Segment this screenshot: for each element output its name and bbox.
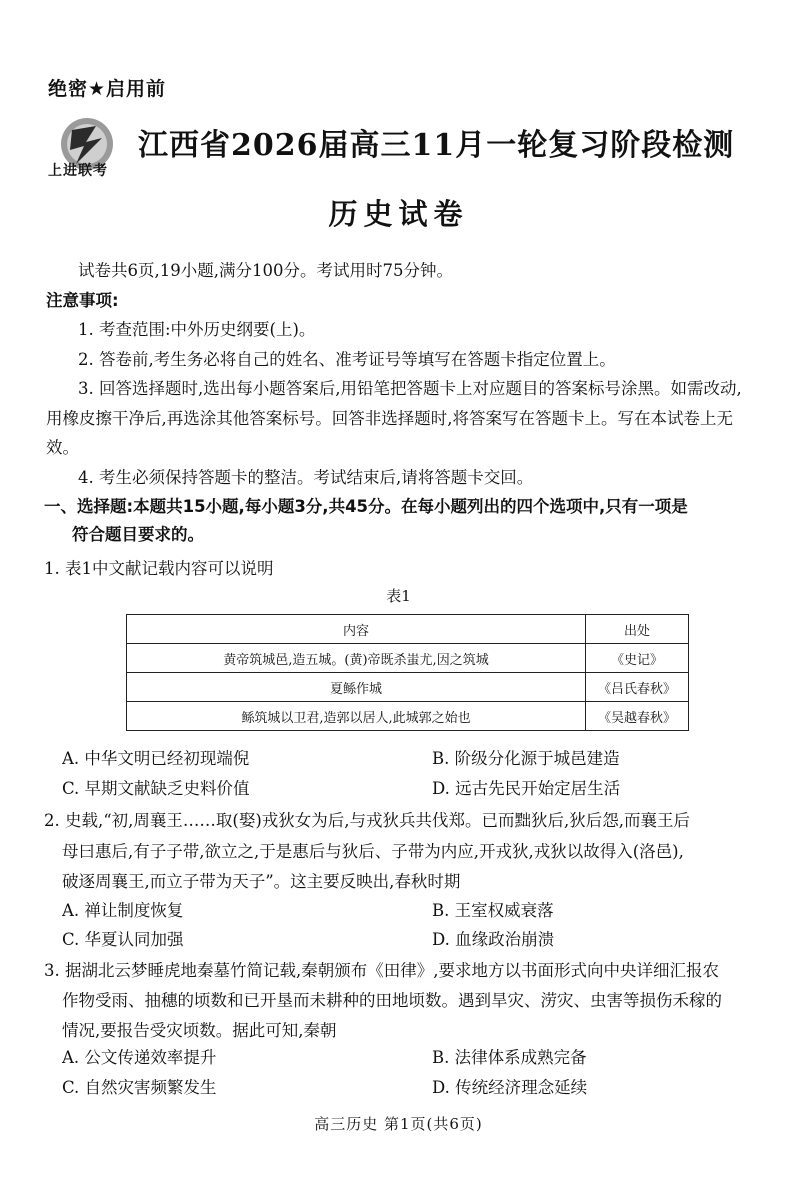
- table-cell: 《吕氏春秋》: [586, 673, 689, 702]
- table-cell: 夏鲧作城: [127, 673, 586, 702]
- table-cell: 《史记》: [586, 644, 689, 673]
- section-heading-line: 一、选择题:本题共15小题,每小题3分,共45分。在每小题列出的四个选项中,只有一项是: [44, 497, 688, 516]
- table-cell: 鲧筑城以卫君,造郭以居人,此城郭之始也: [127, 702, 586, 731]
- q2-option-b: B. 王室权威衰落: [432, 901, 554, 920]
- notice-item: 1. 考查范围:中外历史纲要(上)。: [78, 320, 316, 339]
- table-header-cell: 内容: [127, 615, 586, 644]
- subject-title: 历史试卷: [328, 197, 469, 231]
- q3-option-c: C. 自然灾害频繁发生: [62, 1078, 217, 1097]
- q1-option-b: B. 阶级分化源于城邑建造: [432, 749, 620, 768]
- table-row: [127, 702, 689, 731]
- question-2-stem-line: 母曰惠后,有子子带,欲立之,于是惠后与狄后、子带为内应,开戎狄,戎狄以故得入(洛邑),: [62, 842, 684, 861]
- intro-line: 试卷共6页,19小题,满分100分。考试用时75分钟。: [78, 261, 453, 280]
- table-row: [127, 673, 689, 702]
- question-2-stem-line: 2. 史载,“初,周襄王……取(娶)戎狄女为后,与戎狄兵共伐郑。已而黜狄后,狄后怨,而襄王后: [44, 811, 691, 830]
- question-3-stem-line: 情况,要报告受灾顷数。据此可知,秦朝: [62, 1021, 337, 1040]
- question-3-stem-line: 作物受雨、抽穗的顷数和已开垦而未耕种的田地顷数。遇到旱灾、涝灾、虫害等损伤禾稼的: [62, 991, 722, 1010]
- question-2-stem-line: 破逐周襄王,而立子带为天子”。这主要反映出,春秋时期: [62, 872, 461, 891]
- table-cell: 《吴越春秋》: [586, 702, 689, 731]
- q1-option-c: C. 早期文献缺乏史料价值: [62, 779, 250, 798]
- q2-option-d: D. 血缘政治崩溃: [432, 930, 555, 949]
- q3-option-b: B. 法律体系成熟完备: [432, 1048, 587, 1067]
- confidential-label: 绝密★启用前: [48, 78, 167, 100]
- notice-item: 3. 回答选择题时,选出每小题答案后,用铅笔把答题卡上对应题目的答案标号涂黑。如需改动,用橡皮擦干净后,再选涂其他答案标号。回答非选择题时,将答案写在答题卡上。写在本试卷上无效。: [46, 379, 742, 457]
- logo-text: 上进联考: [48, 163, 108, 179]
- q3-option-a: A. 公文传递效率提升: [62, 1048, 217, 1067]
- table-header-cell: 出处: [586, 615, 689, 644]
- notice-item: 4. 考生必须保持答题卡的整洁。考试结束后,请将答题卡交回。: [78, 467, 534, 487]
- instructions: [46, 256, 758, 492]
- q1-option-a: A. 中华文明已经初现端倪: [62, 749, 250, 768]
- source-table: [126, 614, 689, 731]
- q3-option-d: D. 传统经济理念延续: [432, 1078, 588, 1097]
- section-heading: [44, 493, 759, 549]
- notice-heading: 注意事项:: [46, 290, 119, 310]
- q1-option-d: D. 远古先民开始定居生活: [432, 779, 621, 798]
- section-heading-line: 符合题目要求的。: [72, 525, 204, 544]
- q2-option-a: A. 禅让制度恢复: [62, 901, 184, 920]
- q2-option-c: C. 华夏认同加强: [62, 930, 184, 949]
- table-header-row: [127, 615, 689, 644]
- table-caption: 表1: [386, 587, 411, 605]
- notice-item: 2. 答卷前,考生务必将自己的姓名、准考证号等填写在答题卡指定位置上。: [78, 349, 616, 369]
- table-cell: 黄帝筑城邑,造五城。(黄)帝既杀蚩尤,因之筑城: [127, 644, 586, 673]
- page-footer: 高三历史 第1页(共6页): [314, 1115, 483, 1133]
- question-3-stem-line: 3. 据湖北云梦睡虎地秦墓竹简记载,秦朝颁布《田律》,要求地方以书面形式向中央详细汇报农: [44, 961, 719, 980]
- table-row: [127, 644, 689, 673]
- exam-title: 江西省2026届高三11月一轮复习阶段检测: [138, 128, 735, 163]
- question-1-stem: 1. 表1中文献记载内容可以说明: [44, 559, 274, 578]
